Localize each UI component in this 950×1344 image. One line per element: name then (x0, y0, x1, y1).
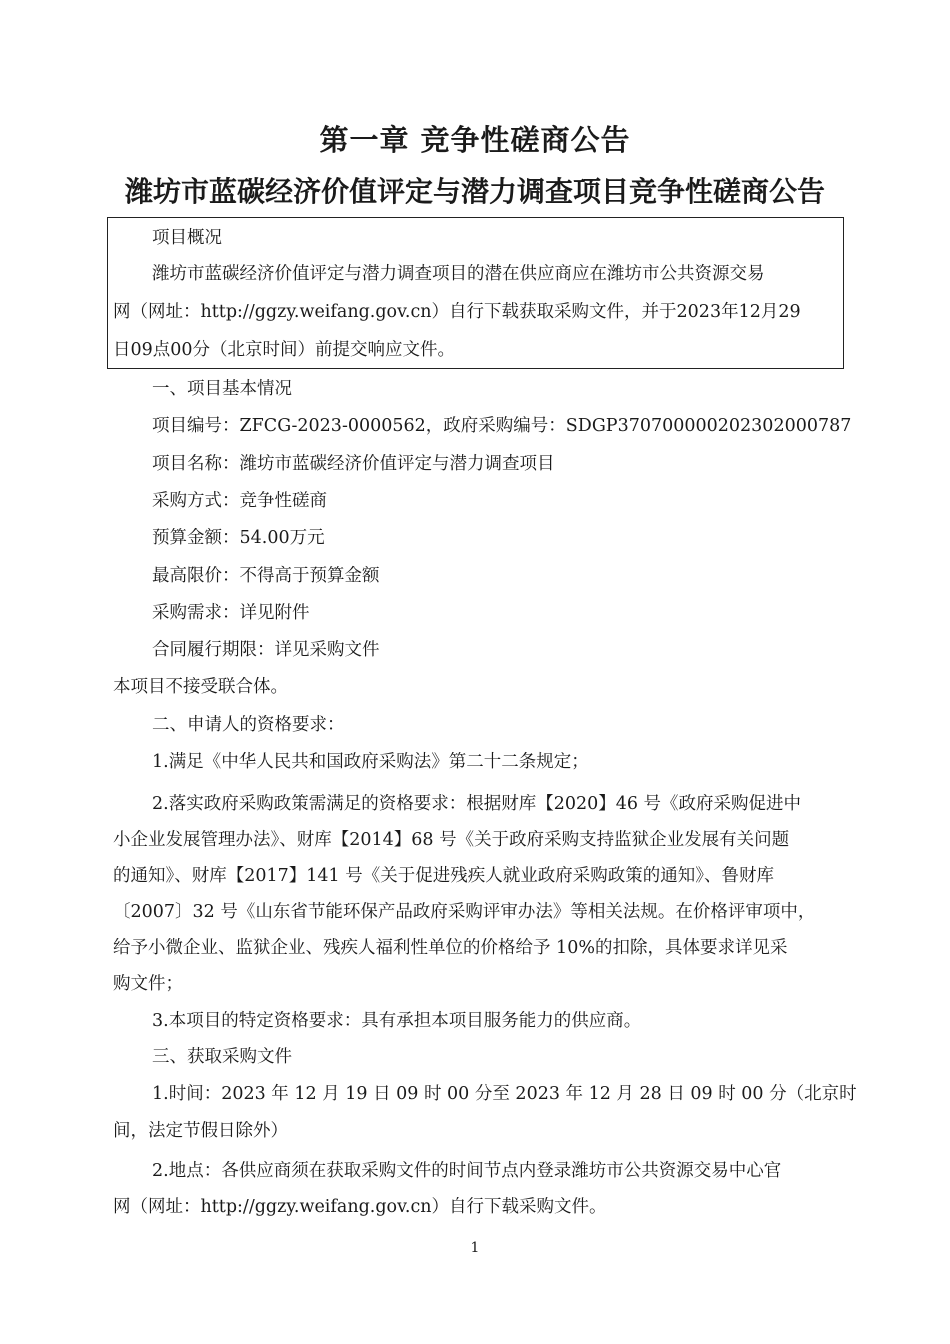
qualification-item-2-line-6: 购文件； (113, 974, 183, 994)
qualification-item-2-line-2: 小企业发展管理办法》、财库【2014】68 号《关于政府采购支持监狱企业发展有关问题 (113, 830, 790, 850)
overview-line-3: 日09点00分（北京时间）前提交响应文件。 (113, 340, 456, 360)
max-price: 最高限价：不得高于预算金额 (152, 566, 380, 586)
qualification-item-2-line-3: 的通知》、财库【2017】141 号《关于促进残疾人就业政府采购政策的通知》、鲁财库 (113, 866, 774, 886)
overview-line-2: 网（网址：http://ggzy.weifang.gov.cn）自行下载获取采购文件，并于2023年12月29 (113, 302, 801, 322)
chapter-title: 第一章 竞争性磋商公告 (319, 123, 631, 157)
qualification-item-2-line-1: 2.落实政府采购政策需满足的资格要求：根据财库【2020】46 号《政府采购促进中 (152, 794, 802, 814)
budget-amount: 预算金额：54.00万元 (152, 528, 325, 548)
section-3-heading: 三、获取采购文件 (152, 1047, 292, 1067)
page-number: 1 (470, 1240, 480, 1256)
contract-period: 合同履行期限：详见采购文件 (152, 640, 380, 660)
procurement-requirements: 采购需求：详见附件 (152, 603, 310, 623)
qualification-item-2-line-4: 〔2007〕32 号《山东省节能环保产品政府采购评审办法》等相关法规。在价格评审项中， (113, 902, 816, 922)
obtain-time-line-1: 1.时间：2023 年 12 月 19 日 09 时 00 分至 2023 年 12 月 28 日 09 时 00 分（北京时 (152, 1084, 857, 1104)
project-number: 项目编号：ZFCG-2023-0000562，政府采购编号：SDGP370700000202302000787 (152, 416, 852, 436)
project-name: 项目名称：潍坊市蓝碳经济价值评定与潜力调查项目 (152, 454, 555, 474)
overview-line-1: 潍坊市蓝碳经济价值评定与潜力调查项目的潜在供应商应在潍坊市公共资源交易 (152, 264, 765, 284)
consortium-note: 本项目不接受联合体。 (113, 677, 288, 697)
section-1-heading: 一、项目基本情况 (152, 379, 292, 399)
qualification-item-3: 3.本项目的特定资格要求：具有承担本项目服务能力的供应商。 (152, 1011, 642, 1031)
overview-heading: 项目概况 (152, 228, 222, 248)
qualification-item-1: 1.满足《中华人民共和国政府采购法》第二十二条规定； (152, 752, 589, 772)
procurement-method: 采购方式：竞争性磋商 (152, 491, 327, 511)
qualification-item-2-line-5: 给予小微企业、监狱企业、残疾人福利性单位的价格给予 10%的扣除，具体要求详见采 (113, 938, 788, 958)
project-title: 潍坊市蓝碳经济价值评定与潜力调查项目竞争性磋商公告 (124, 175, 825, 208)
obtain-time-line-2: 间，法定节假日除外） (113, 1121, 288, 1141)
obtain-location-line-2: 网（网址：http://ggzy.weifang.gov.cn）自行下载采购文件。 (113, 1197, 607, 1217)
obtain-location-line-1: 2.地点：各供应商须在获取采购文件的时间节点内登录潍坊市公共资源交易中心官 (152, 1161, 782, 1181)
section-2-heading: 二、申请人的资格要求： (152, 715, 345, 735)
